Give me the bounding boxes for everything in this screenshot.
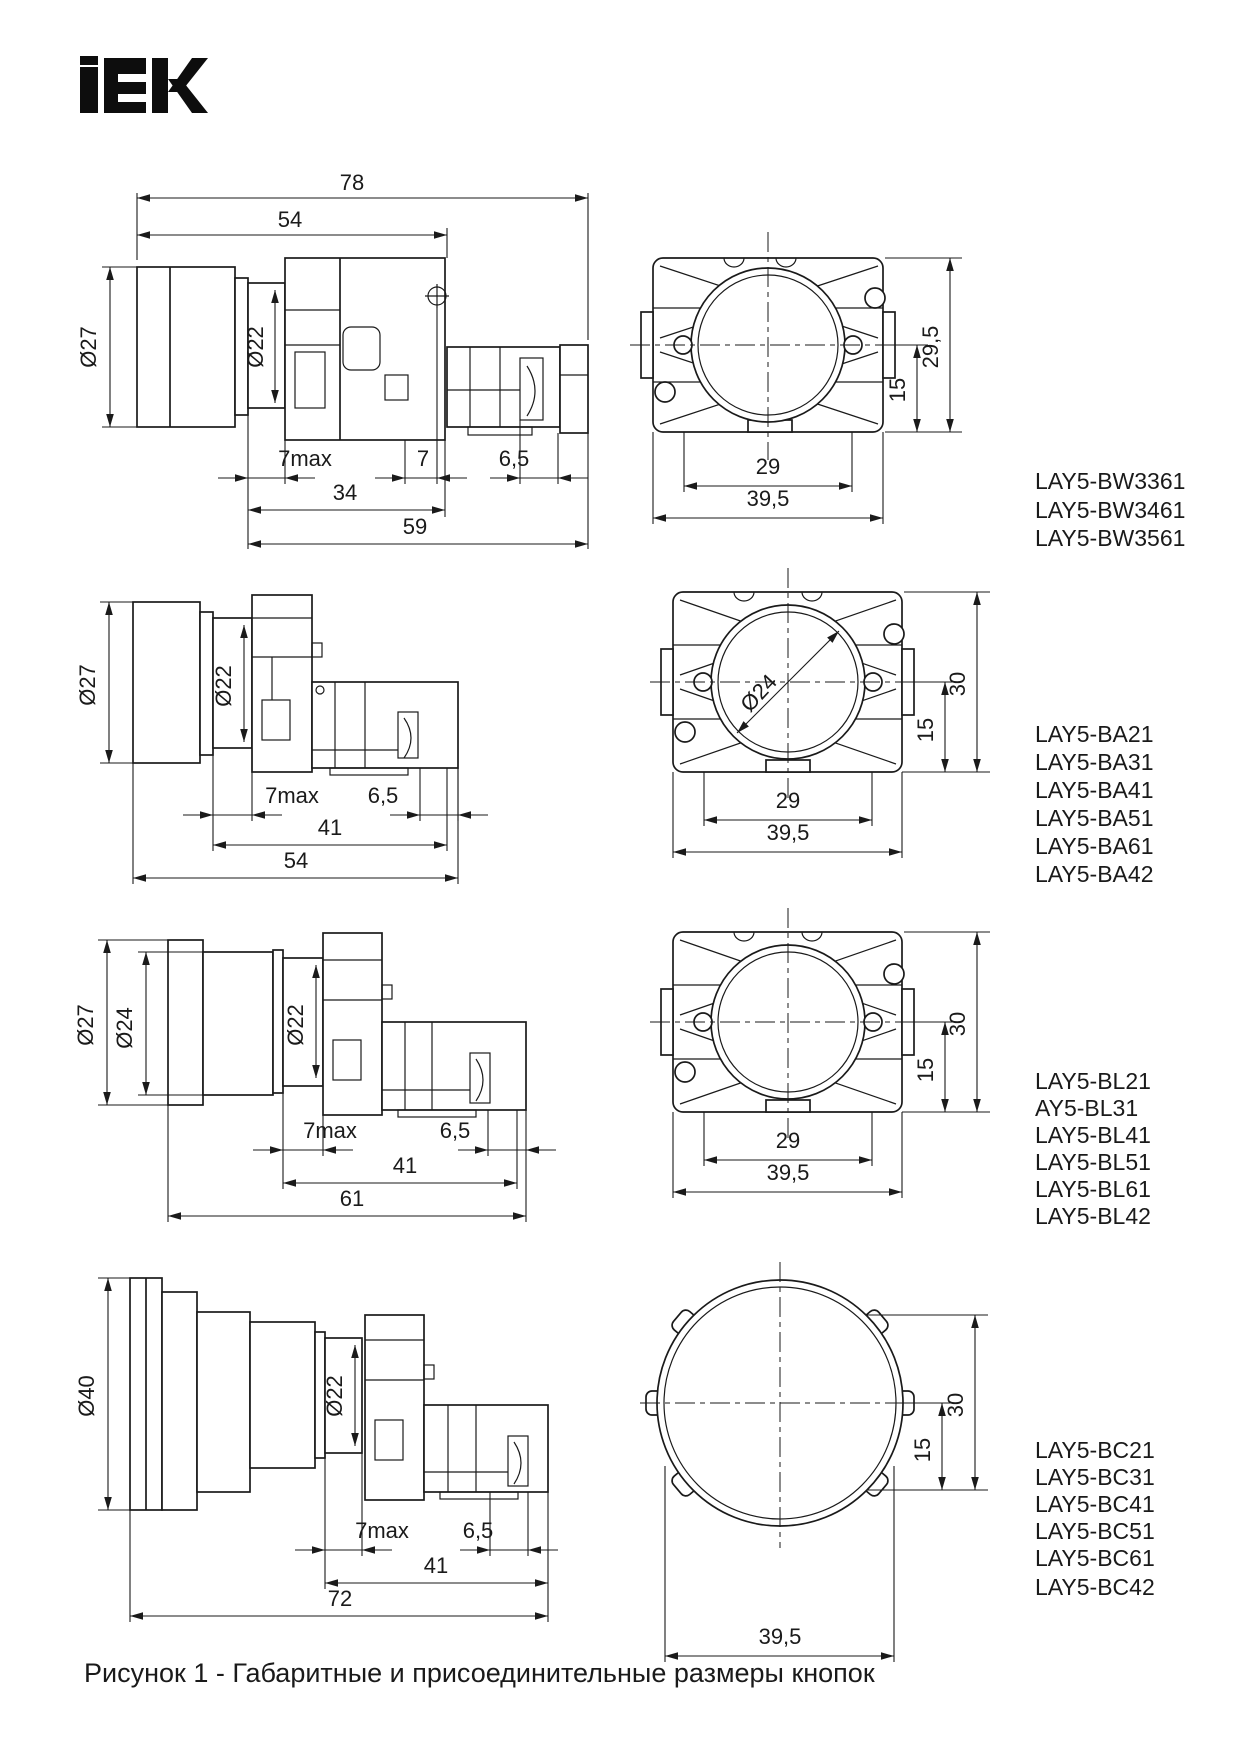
model-label: LAY5-BA21	[1035, 721, 1154, 747]
model-label: LAY5-BA31	[1035, 749, 1154, 775]
dim-label-cap-diameter: Ø27	[73, 1004, 98, 1046]
dim-label-offset: 15	[913, 1057, 938, 1083]
dim-label-collar: 7max	[303, 1118, 357, 1143]
dim-label-to-body: 54	[277, 207, 303, 232]
dim-label-clip: 6,5	[498, 446, 530, 471]
dim-label-screw: 7	[416, 446, 430, 471]
dim-label-body-length: 41	[423, 1553, 449, 1578]
model-label: LAY5-BC21	[1035, 1437, 1155, 1463]
dim-label-collar: 7max	[278, 446, 332, 471]
dim-label-body-length: 41	[392, 1153, 418, 1178]
model-label: LAY5-BL51	[1035, 1149, 1151, 1175]
dim-label-offset: 15	[885, 377, 910, 403]
model-label: LAY5-BW3361	[1035, 468, 1186, 494]
dim-label-ring-diameter: Ø22	[243, 326, 268, 368]
figure-1-models	[1035, 468, 1185, 551]
dim-label-height: 30	[943, 1392, 968, 1418]
model-label: LAY5-BW3461	[1035, 497, 1186, 523]
dim-label-height: 30	[945, 671, 970, 697]
figure-1-side-view	[137, 258, 588, 440]
model-label: LAY5-BA51	[1035, 805, 1154, 831]
dim-label-ring-diameter: Ø22	[211, 665, 236, 707]
dim-label-flange-width: 39,5	[766, 820, 810, 845]
dim-label-clip: 6,5	[439, 1118, 471, 1143]
dim-label-hole-width: 29	[755, 454, 781, 479]
dim-label-offset: 15	[913, 717, 938, 743]
model-label: LAY5-BL41	[1035, 1122, 1151, 1148]
figure-3	[73, 908, 1151, 1229]
model-label: LAY5-BA41	[1035, 777, 1154, 803]
figure-2-front-view	[650, 568, 925, 798]
dim-label-cap-diameter: Ø27	[76, 326, 101, 368]
dim-label-button-diameter: Ø24	[735, 669, 782, 717]
dim-label-clip: 6,5	[462, 1518, 494, 1543]
dim-label-flange-width: 39,5	[758, 1624, 802, 1649]
dim-label-clip: 6,5	[367, 783, 399, 808]
figure-3-models	[1035, 1068, 1151, 1229]
model-label: LAY5-BC31	[1035, 1464, 1155, 1490]
dim-label-collar: 7max	[355, 1518, 409, 1543]
dim-label-collar: 7max	[265, 783, 319, 808]
model-label: AY5-BL31	[1035, 1095, 1139, 1121]
model-label: LAY5-BL21	[1035, 1068, 1151, 1094]
dim-label-hole-width: 29	[775, 1128, 801, 1153]
figure-3-front-view	[650, 908, 925, 1138]
model-label: LAY5-BC42	[1035, 1574, 1155, 1600]
dim-label-hole-width: 29	[775, 788, 801, 813]
dim-label-cap-diameter: Ø40	[74, 1375, 99, 1417]
model-label: LAY5-BC41	[1035, 1491, 1155, 1517]
dim-label-cap-diameter: Ø27	[75, 664, 100, 706]
model-label: LAY5-BW3561	[1035, 525, 1186, 551]
model-label: LAY5-BA61	[1035, 833, 1154, 859]
model-label: LAY5-BL61	[1035, 1176, 1151, 1202]
iek-logo	[80, 56, 208, 113]
dim-label-button-diameter: Ø24	[112, 1007, 137, 1049]
figure-1	[76, 170, 1185, 551]
dim-label-ring-diameter: Ø22	[322, 1375, 347, 1417]
dim-label-body-length: 34	[332, 480, 358, 505]
dim-label-height: 30	[945, 1011, 970, 1037]
model-label: LAY5-BA42	[1035, 861, 1154, 887]
figure-1-front-view	[630, 232, 906, 460]
dim-label-ring-diameter: Ø22	[283, 1004, 308, 1046]
figure-2	[75, 568, 1153, 887]
model-label: LAY5-BL42	[1035, 1203, 1151, 1229]
dim-label-height: 29,5	[918, 325, 943, 369]
dim-label-total: 78	[339, 170, 365, 195]
dim-label-body-length: 41	[317, 815, 343, 840]
figure-caption: Рисунок 1 - Габаритные и присоединительные размеры кнопок	[84, 1658, 875, 1688]
dim-label-overall: 59	[402, 514, 428, 539]
dim-label-flange-width: 39,5	[746, 486, 790, 511]
figure-4	[74, 1262, 1155, 1662]
figure-4-front-view	[640, 1262, 920, 1548]
figure-2-models	[1035, 721, 1153, 887]
figure-4-models	[1035, 1437, 1155, 1600]
figure-3-side-view	[168, 933, 526, 1117]
dim-label-offset: 15	[910, 1437, 935, 1463]
model-label: LAY5-BC61	[1035, 1545, 1155, 1571]
dim-label-overall: 54	[283, 848, 309, 873]
dim-label-flange-width: 39,5	[766, 1160, 810, 1185]
figure-2-side-view	[133, 595, 458, 775]
dim-label-overall: 72	[327, 1586, 353, 1611]
dim-label-overall: 61	[339, 1186, 365, 1211]
model-label: LAY5-BC51	[1035, 1518, 1155, 1544]
